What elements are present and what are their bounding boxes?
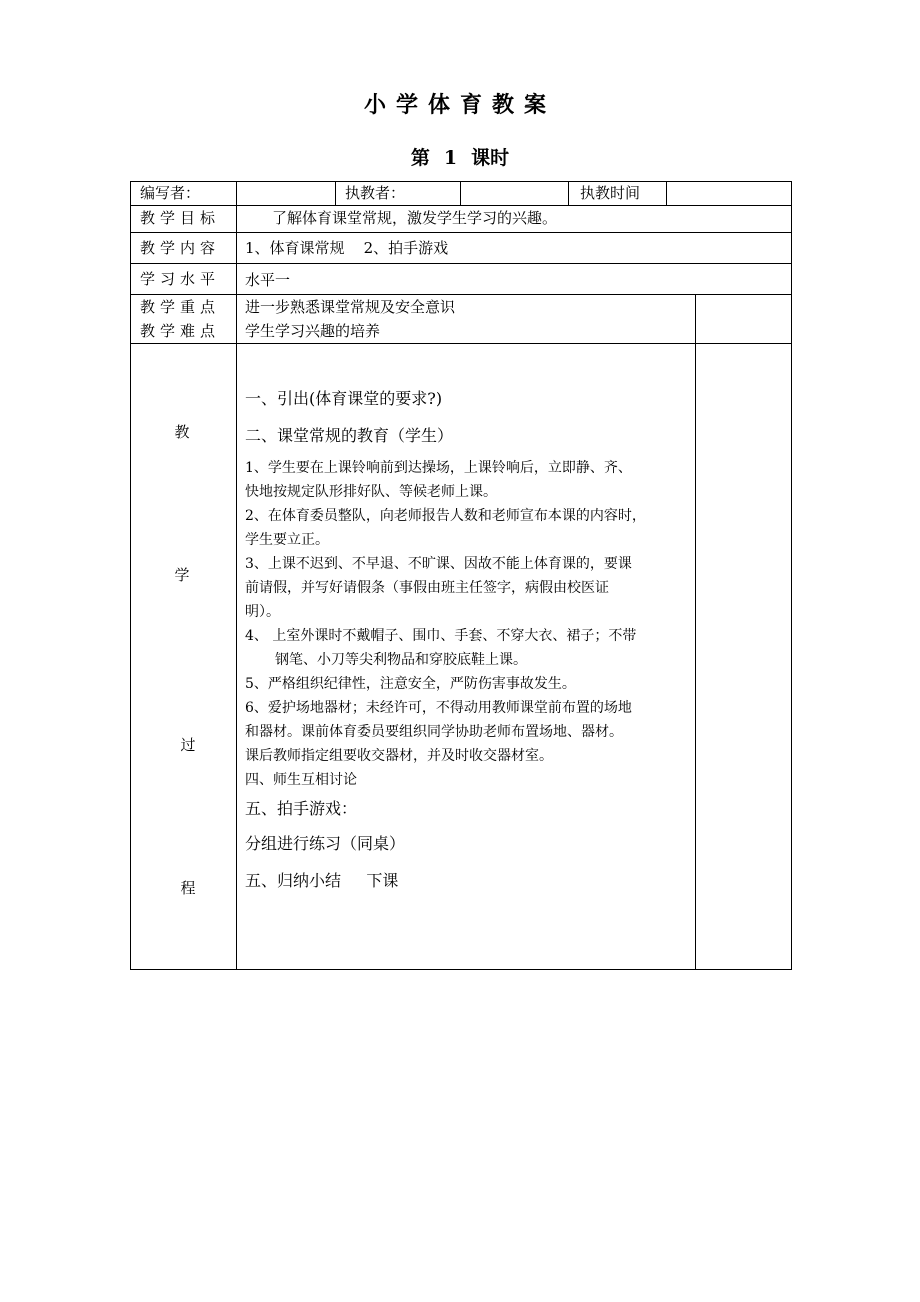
routine-item-2a: 2、在体育委员整队，向老师报告人数和老师宣布本课的内容时， [245,508,646,524]
lesson-num: 1 [443,147,458,169]
lesson-number [0,143,920,170]
col-divider [695,294,696,970]
row-divider [130,232,792,233]
lesson-prefix: 第 [410,147,430,169]
routine-item-3b: 前请假，并写好请假条（事假由班主任签字，病假由校医证 [245,580,609,596]
process-section-routine: 二、课堂常规的教育（学生） [245,426,454,445]
process-side-char: 教 [174,423,190,441]
time-label: 执教时间 [580,184,641,202]
routine-item-1b: 快地按规定队形排好队、等候老师上课。 [245,484,497,500]
teacher-label: 执教者： [345,184,406,202]
routine-item-6a: 6、爱护场地器材；未经许可，不得动用教师课堂前布置的场地 [245,700,632,716]
routine-item-3c: 明）。 [245,604,280,620]
col-divider [236,181,237,970]
author-label: 编写者： [140,184,201,202]
process-section-discussion: 四、师生互相讨论 [245,772,357,788]
routine-item-6c: 课后教师指定组要收交器材，并及时收交器材室。 [245,748,553,764]
routine-item-5: 5、严格组织纪律性，注意安全，严防伤害事故发生。 [245,676,576,692]
content-value: 1、体育课常规 2、拍手游戏 [245,239,449,257]
focus-value: 进一步熟悉课堂常规及安全意识 [245,298,456,316]
row-divider [130,343,792,344]
col-divider [568,181,569,205]
goal-label: 教学目标 [140,209,221,227]
page-title: 小学体育教案 [363,92,556,118]
process-section-game: 五、拍手游戏： [245,799,358,818]
process-side-char: 过 [180,736,196,754]
col-divider [335,181,336,205]
routine-item-4b: 钢笔、小刀等尖利物品和穿胶底鞋上课。 [275,652,527,668]
difficulty-label: 教学难点 [140,322,221,340]
routine-item-1a: 1、学生要在上课铃响前到达操场，上课铃响后，立即静、齐、 [245,460,632,476]
routine-item-6b: 和器材。课前体育委员要组织同学协助老师布置场地、器材。 [245,724,623,740]
routine-item-4a: 4、 上室外课时不戴帽子、围巾、手套、不穿大衣、裙子；不带 [245,628,637,644]
teacher-value[interactable] [461,181,567,205]
lesson-suffix: 课时 [471,147,510,169]
time-value[interactable] [667,181,791,205]
difficulty-value: 学生学习兴趣的培养 [245,322,381,340]
process-summary: 五、归纳小结 下课 [245,871,399,890]
routine-item-2b: 学生要立正。 [245,532,329,548]
content-label: 教学内容 [140,239,221,257]
process-side-char: 学 [174,566,190,584]
process-section-intro: 一、引出(体育课堂的要求?) [245,389,443,408]
level-label: 学习水平 [140,270,221,288]
author-value[interactable] [237,181,334,205]
process-practice: 分组进行练习（同桌） [245,834,406,853]
row-divider [130,294,792,295]
focus-label: 教学重点 [140,298,221,316]
process-side-char: 程 [180,879,196,897]
row-divider [130,263,792,264]
goal-value: 了解体育课堂常规，激发学生学习的兴趣。 [272,209,558,227]
routine-item-3a: 3、上课不迟到、不早退、不旷课、因故不能上体育课的，要课 [245,556,632,572]
level-value: 水平一 [245,271,291,289]
